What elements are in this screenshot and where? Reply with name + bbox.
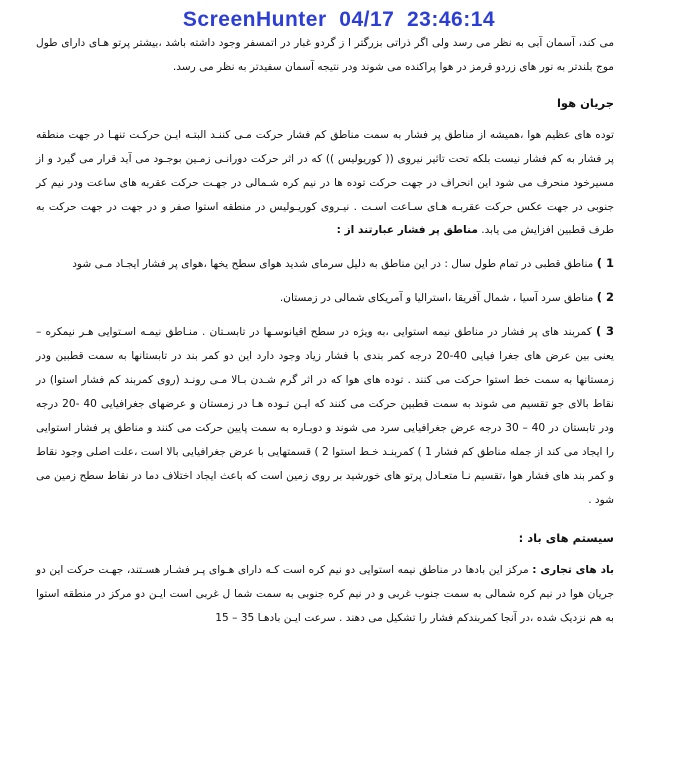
screenhunter-watermark: ScreenHunter 04/17 23:46:14 — [182, 8, 496, 31]
trade-winds-text: مرکز این بادها در مناطق نیمه استوایی دو نیم کره است کـه دارای هـوای پـر فشـار هسـتند، جهـت حرکت این دو جریان هوا در نیم کره شمالی به سمت جنوب غربی و در نیم کره جنوبی به سمت شما ل غربی است ایـن دو مرکز در منطقه استوا به هم نزدیک شده ،در آنجا کمربندکم فشار را تشکیل می دهند . سرعت ایـن بادهـا 35 – 15 — [36, 564, 614, 625]
heading-air-flow: جریان هوا — [556, 95, 614, 110]
list-item-text: کمربند های پر فشار در مناطق نیمه استوایی ،به ویژه در سطح اقیانوسـها در تابسـتان . منـاطق نیمـه اسـتوایی هـر نیمکره – یعنی بین عرض های جغرا فیایی 40-20 درجه کمر بندی با فشار زیاد وجود دارد این دو کمر بند در تابستانها به سمت قطبین ودر زمستانها به سمت خط استوا حرکت می کنند . توده های هوا که در اثر گرم شـدن بـالا مـی رونـد (روی کمربند کم فشار استوا) در نقاط بالای جو تقسیم می شوند به سمت قطبین حرکت می کنند که ایـن تـوده هـا در زمستان و عرضهای جغرافیایی 40 -20 درجه ودر تابستان در 40 – 30 درجه عرض جغرافیایی سرد می شوند و دوبـاره به سمت پایین حرکت می کنند و مناطق پر فشار استوایی را ایجاد می کند از جمله مناطق کم فشار 1 ) کمربنـد خـط استوا 2 ) قسمتهایی با عرض جغرافیایی بالا است ،علت اصلی وجود نقاط و کمر بند های فشار هوا ،تقسیم نـا متعـادل پرتو های خورشید بر روی زمین است که باعث ایجاد اختلاف دما در نقاط سطح زمین می شود . — [36, 326, 615, 506]
list-item-number: 1 ) — [596, 256, 614, 271]
air-flow-text: توده های عظیم هوا ،همیشه از مناطق پر فشار به سمت مناطق کم فشار حرکت مـی کننـد البتـه ایـن حرکـت تنهـا در جهت منطقه پر فشار به کم فشار نیست بلکه تحت تاثیر نیروی (( کوریولیس )) که در اثر حرکت دورانـی زمـین بوجـود می آید قرار می گیرد و از مسیرخود منحرف می شود این انحراف در جهت حرکت توده ها در نیم کره شـمالی در جهـت حرکت عقربه های ساعت ودر نیم کر جنوبی در جهت عکس حرکت عقربـه هـای سـاعت اسـت . نیـروی کوریـولیس در منطقه استوا صفر و در جهت در جهت حرکت به طرف قطبین افزایش می یابد. — [36, 128, 614, 237]
list-item-text: مناطق سرد آسیا ، شمال آفریقا ،استرالیا و آمریکای شمالی در زمستان. — [279, 292, 594, 305]
trade-winds-paragraph — [36, 559, 614, 631]
list-item-number: 3 ) — [595, 324, 615, 339]
list-item-number: 2 ) — [596, 290, 614, 305]
air-flow-paragraph — [36, 124, 614, 244]
heading-wind-systems: سیستم های باد : — [518, 531, 614, 546]
high-pressure-areas-label: مناطق پر فشار عبارتند از : — [336, 224, 478, 237]
intro-paragraph: می کند، آسمان آبی به نظر می رسد ولی اگر ذراتی بزرگتر ا ز گردو غبار در اتمسفر وجود داشته باشد ،بیشتر پرتو هـای دارای طول موج بلندتر به نور های زردو قرمز در هوا پراکنده می شوند ودر نتیجه آسمان سفیدتر به نظر می رسد. — [36, 37, 614, 73]
list-item-2 — [36, 286, 614, 311]
trade-winds-label: باد های تجاری : — [532, 564, 614, 577]
list-item-3 — [36, 320, 614, 512]
list-item-1 — [36, 252, 614, 277]
document-body — [36, 32, 614, 631]
list-item-text: مناطق قطبی در تمام طول سال : در این مناطق به دلیل سرمای شدید هوای سطح یخها ،هوای پر فشار ایجـاد مـی شود — [72, 258, 594, 271]
